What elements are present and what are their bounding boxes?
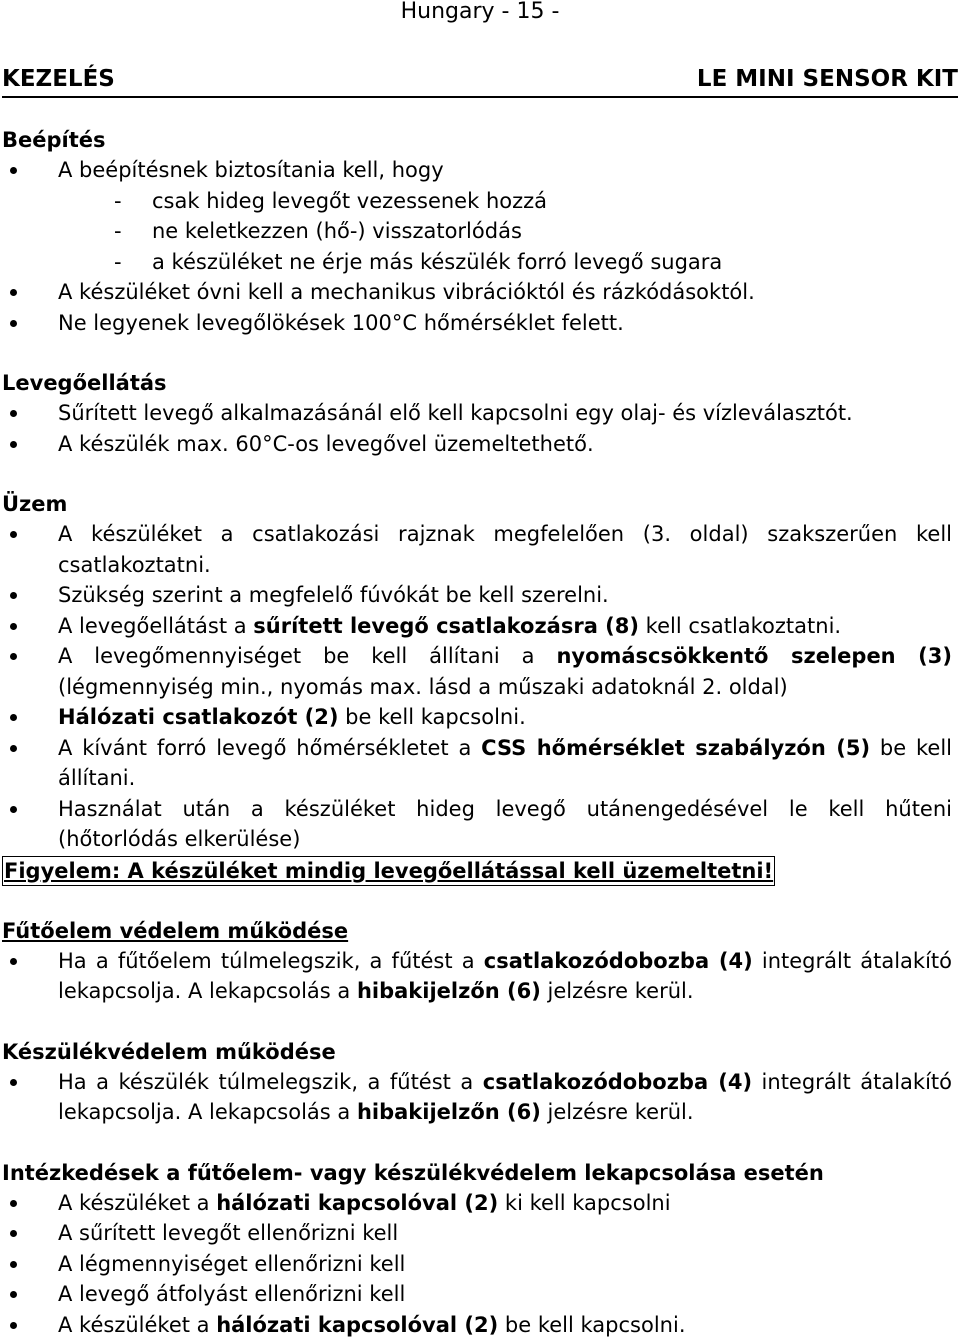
item-text: A kívánt forró levegő hőmérsékletet a	[58, 735, 482, 760]
item-text: A készüléket a	[58, 1190, 217, 1215]
item-bold-text: hálózati kapcsolóval (2)	[216, 1190, 499, 1215]
list-item	[2, 398, 952, 429]
page-header: Hungary - 15 -	[400, 0, 560, 24]
heading-keszulekvedelem: Készülékvédelem működése	[2, 1039, 336, 1064]
heading-futoelem: Fűtőelem védelem működése	[2, 918, 349, 943]
heading-intezkedesek: Intézkedések a fűtőelem- vagy készülékvédelem lekapcsolása esetén	[2, 1160, 824, 1185]
item-text: A készülék max. 60°C-os levegővel üzemeltethető.	[58, 431, 594, 456]
item-text: A készüléket a csatlakozási rajznak megfelelően (3. oldal) szakszerűen kell csatlakoztatni.	[58, 522, 952, 577]
dash-list-beepites	[2, 186, 952, 278]
bullet-icon	[10, 1291, 17, 1298]
item-text: (légmennyiség min., nyomás max. lásd a műszaki adatoknál 2. oldal)	[58, 674, 788, 699]
bullet-icon	[10, 623, 17, 630]
dash-marker: -	[114, 219, 122, 243]
item-text: A levegőellátást a	[58, 613, 254, 638]
item-text: A légmennyiséget ellenőrizni kell	[58, 1251, 406, 1276]
item-text: jelzésre kerül.	[540, 1100, 694, 1124]
list-item	[2, 519, 952, 580]
bullet-icon	[10, 592, 17, 599]
list-item	[2, 1218, 952, 1249]
item-text: integrált átalakító lekapcsolja. A lekapcsolás a	[58, 1069, 953, 1124]
bullet-icon	[10, 714, 17, 721]
item-text: be kell kapcsolni.	[498, 1312, 686, 1337]
item-text: integrált átalakító lekapcsolja. A lekapcsolás a	[58, 948, 952, 1003]
bullet-icon	[10, 441, 17, 448]
item-text: Sűrített levegő alkalmazásánál elő kell kapcsolni egy olaj- és vízleválasztót.	[58, 401, 853, 425]
bullet-icon	[10, 167, 17, 174]
item-bold-text: hibakijelzőn (6)	[356, 979, 541, 1003]
bullet-icon	[10, 410, 17, 417]
list-item	[2, 611, 952, 642]
list-item	[2, 794, 952, 855]
item-bold-text: hibakijelzőn (6)	[356, 1100, 541, 1124]
dash-item	[2, 247, 952, 278]
list-item	[2, 1310, 952, 1341]
bullet-icon	[10, 745, 17, 752]
dash-marker: -	[114, 188, 122, 213]
list-item	[2, 946, 952, 1007]
dash-item	[2, 186, 952, 217]
list-keszulekvedelem	[2, 1067, 952, 1128]
bullet-icon	[10, 1200, 17, 1207]
dash-item	[2, 216, 952, 247]
item-text: Ne legyenek levegőlökések 100°C hőmérséklet felett.	[58, 310, 624, 335]
list-item	[2, 277, 952, 308]
item-text: ki kell kapcsolni	[498, 1190, 671, 1215]
list-levegoellatas	[2, 398, 952, 459]
dash-item-text: ne keletkezzen (hő-) visszatorlódás	[152, 219, 522, 243]
list-uzem	[2, 519, 952, 855]
bullet-icon	[10, 320, 17, 327]
bullet-icon	[10, 1079, 17, 1086]
document-title-row	[2, 64, 958, 98]
list-item	[2, 702, 952, 733]
list-beepites-2	[2, 277, 952, 338]
item-text: Szükség szerint a megfelelő fúvókát be kell szerelni.	[58, 583, 609, 607]
bullet-icon	[10, 289, 17, 296]
list-item	[2, 1279, 952, 1310]
item-bold-text: csatlakozódobozba (4)	[482, 1069, 753, 1094]
dash-item-text: csak hideg levegőt vezessenek hozzá	[152, 188, 548, 213]
item-text: A beépítésnek biztosítania kell, hogy	[58, 158, 444, 182]
heading-levegoellatas: Levegőellátás	[2, 371, 167, 395]
product-title: LE MINI SENSOR KIT	[696, 66, 958, 92]
bullet-icon	[10, 958, 17, 965]
item-text: Használat után a készüléket hideg levegő utánengedésével le kell hűteni (hőtorlódás elkerülése)	[58, 796, 952, 851]
item-text: jelzésre kerül.	[540, 979, 694, 1003]
list-item	[2, 1249, 952, 1280]
dash-marker: -	[114, 249, 122, 274]
bullet-icon	[10, 806, 17, 813]
list-intezkedesek	[2, 1188, 952, 1341]
list-item	[2, 641, 952, 702]
section-title: KEZELÉS	[2, 66, 115, 92]
list-item	[2, 580, 952, 611]
list-item	[2, 429, 952, 460]
item-text: kell csatlakoztatni.	[639, 613, 842, 638]
bullet-icon	[10, 1230, 17, 1237]
item-bold-text: csatlakozódobozba (4)	[483, 948, 753, 973]
document-body	[2, 125, 952, 1340]
heading-uzem: Üzem	[2, 492, 68, 516]
item-text: be kell állítani.	[58, 735, 952, 790]
warning-note: Figyelem: A készüléket mindig levegőellátással kell üzemeltetni!	[2, 856, 775, 886]
list-item	[2, 155, 952, 186]
item-bold-text: Hálózati csatlakozót (2)	[58, 705, 339, 729]
bullet-icon	[10, 531, 17, 538]
bullet-icon	[10, 1322, 17, 1329]
item-text: A készüléket a	[58, 1312, 217, 1337]
list-item	[2, 1067, 952, 1128]
list-futoelem	[2, 946, 952, 1007]
item-text: A készüléket óvni kell a mechanikus vibrációktól és rázkódásoktól.	[58, 280, 755, 304]
item-bold-text: hálózati kapcsolóval (2)	[216, 1312, 499, 1337]
item-text: A sűrített levegőt ellenőrizni kell	[58, 1221, 399, 1245]
list-beepites	[2, 155, 952, 186]
item-text: Ha a fűtőelem túlmelegszik, a fűtést a	[58, 948, 484, 973]
item-bold-text: CSS hőmérséklet szabályzón (5)	[481, 735, 871, 760]
item-text: A levegőmennyiséget be kell állítani a	[58, 644, 557, 668]
item-bold-text: sűrített levegő csatlakozásra (8)	[253, 613, 639, 638]
item-text: A levegő átfolyást ellenőrizni kell	[58, 1282, 406, 1306]
list-item	[2, 308, 952, 339]
item-text: Ha a készülék túlmelegszik, a fűtést a	[58, 1069, 483, 1094]
heading-beepites: Beépítés	[2, 128, 106, 152]
dash-item-text: a készüléket ne érje más készülék forró levegő sugara	[152, 249, 723, 274]
list-item	[2, 733, 952, 794]
item-bold-text: nyomáscsökkentő szelepen (3)	[556, 644, 952, 668]
item-text: be kell kapcsolni.	[338, 705, 526, 729]
bullet-icon	[10, 653, 17, 660]
bullet-icon	[10, 1261, 17, 1268]
list-item	[2, 1188, 952, 1219]
